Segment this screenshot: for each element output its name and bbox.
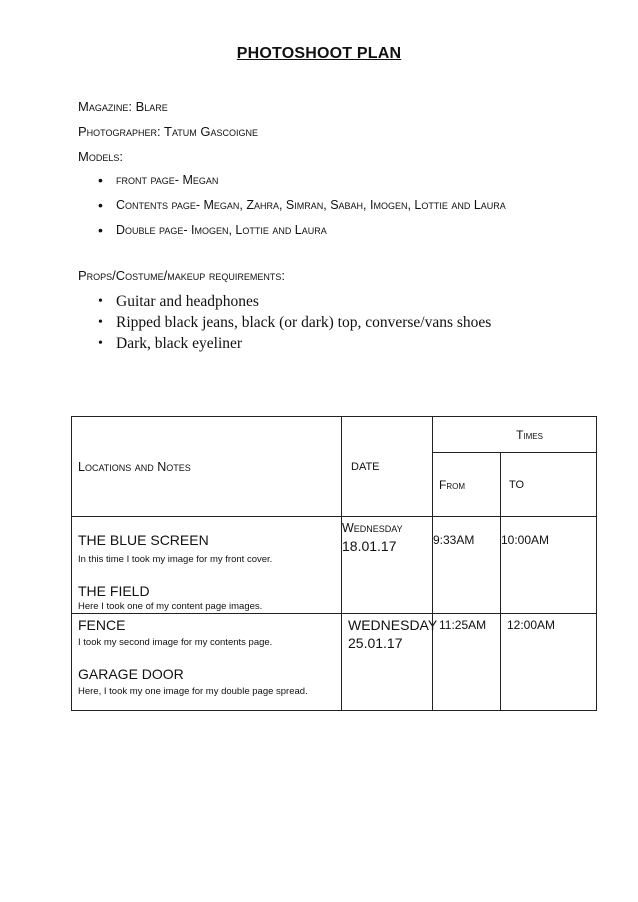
to-cell: 12:00AM — [501, 614, 597, 711]
list-item: • Guitar and headphones — [78, 291, 491, 312]
date-day: Wednesday — [342, 521, 403, 535]
models-list — [78, 171, 546, 240]
list-item: • Contents page- Megan, Zahra, Simran, Sabah, Imogen, Lottie and Laura — [78, 196, 546, 215]
list-item: • Ripped black jeans, black (or dark) top, converse/vans shoes — [78, 312, 491, 333]
location-name: THE FIELD — [78, 583, 150, 599]
photographer-label: Photographer: — [78, 124, 161, 139]
models-label: Models: — [78, 149, 123, 164]
location-note: I took my second image for my contents page. — [78, 637, 273, 648]
date-value: 18.01.17 — [342, 538, 397, 554]
location-note: Here, I took my one image for my double page spread. — [78, 686, 308, 697]
props-label: Props/Costume/makeup requirements: — [78, 268, 286, 283]
header-from: From — [433, 453, 501, 517]
list-item: • Double page- Imogen, Lottie and Laura — [78, 221, 546, 240]
header-locations: Locations and Notes — [72, 417, 342, 517]
location-cell — [72, 614, 342, 711]
location-cell — [72, 517, 342, 614]
table-row — [72, 517, 597, 614]
location-name: FENCE — [78, 617, 126, 633]
magazine-line — [78, 99, 168, 114]
location-note: Here I took one of my content page images. — [78, 601, 263, 612]
list-item: • Dark, black eyeliner — [78, 333, 491, 354]
schedule-table — [71, 416, 597, 711]
from-cell: 9:33AM — [433, 517, 501, 614]
location-note: In this time I took my image for my front cover. — [78, 554, 273, 565]
date-day: WEDNESDAY — [348, 617, 438, 633]
magazine-value: Blare — [135, 99, 168, 114]
header-date: DATE — [342, 417, 433, 517]
date-value: 25.01.17 — [348, 635, 403, 651]
props-list — [78, 291, 491, 354]
to-cell: 10:00AM — [501, 517, 597, 614]
magazine-label: Magazine: — [78, 99, 132, 114]
list-item: • front page- Megan — [78, 171, 546, 190]
header-times: Times — [433, 417, 597, 453]
table-header-row — [72, 417, 597, 453]
page-title: PHOTOSHOOT PLAN — [236, 45, 402, 62]
location-name: GARAGE DOOR — [78, 666, 184, 682]
from-cell: 11:25AM — [433, 614, 501, 711]
photographer-line — [78, 124, 258, 139]
location-name: THE BLUE SCREEN — [78, 532, 209, 548]
header-to: TO — [501, 453, 597, 517]
date-cell — [342, 517, 433, 614]
date-cell — [342, 614, 438, 711]
photographer-value: Tatum Gascoigne — [164, 124, 259, 139]
table-row — [72, 614, 597, 711]
